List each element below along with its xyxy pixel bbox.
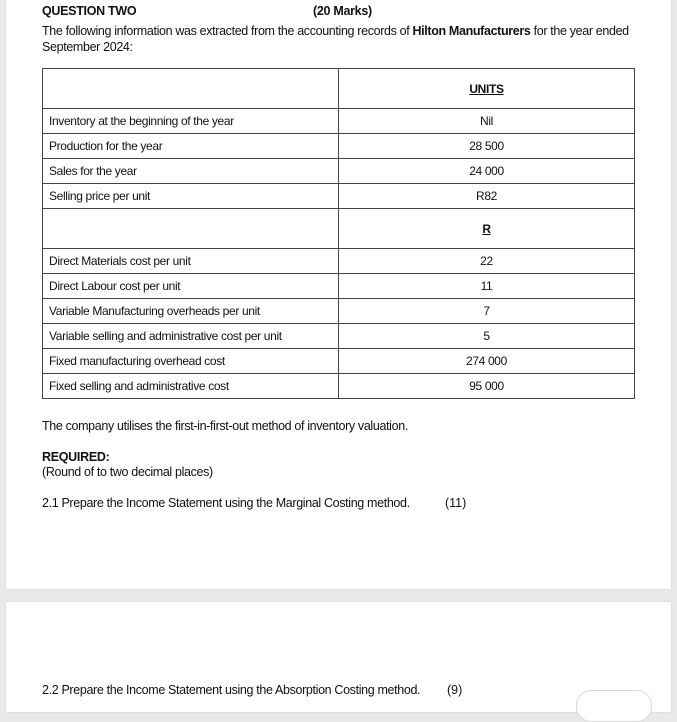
question-marks: (20 Marks) — [313, 4, 372, 18]
question-title: QUESTION TWO — [42, 4, 137, 18]
row-label: Fixed selling and administrative cost — [43, 374, 339, 399]
row-label: Fixed manufacturing overhead cost — [43, 349, 339, 374]
table-row — [43, 324, 635, 349]
row-label: Selling price per unit — [43, 184, 339, 209]
table-row — [43, 374, 635, 399]
company-name: Hilton Manufacturers — [412, 24, 531, 38]
table-row — [43, 109, 635, 134]
document-page-1 — [6, 0, 671, 589]
units-header-row — [43, 69, 635, 109]
table-row — [43, 299, 635, 324]
row-label: Inventory at the beginning of the year — [43, 109, 339, 134]
rand-header-row — [43, 209, 635, 249]
intro-text-after: for the year ended September 2024: — [42, 24, 629, 54]
table-row — [43, 134, 635, 159]
document-page-2 — [6, 602, 671, 712]
empty-header-cell — [43, 69, 339, 109]
intro-paragraph — [42, 23, 642, 55]
row-value: Nil — [339, 109, 635, 134]
question-2-1-marks: (11) — [445, 496, 467, 510]
row-value: 11 — [339, 274, 635, 299]
required-heading: REQUIRED: — [42, 450, 110, 464]
row-value: 28 500 — [339, 134, 635, 159]
table-row — [43, 184, 635, 209]
inventory-method-note: The company utilises the first-in-first-out method of inventory valuation. — [42, 419, 408, 433]
row-label: Direct Materials cost per unit — [43, 249, 339, 274]
row-value: 5 — [339, 324, 635, 349]
row-label: Variable selling and administrative cost per unit — [43, 324, 339, 349]
table-row — [43, 274, 635, 299]
row-value: 22 — [339, 249, 635, 274]
row-value: 274 000 — [339, 349, 635, 374]
units-heading: UNITS — [339, 69, 635, 109]
table-row — [43, 249, 635, 274]
table-row — [43, 349, 635, 374]
question-2-1: 2.1 Prepare the Income Statement using the Marginal Costing method. — [42, 496, 410, 510]
question-2-2-marks: (9) — [447, 683, 463, 697]
row-label: Sales for the year — [43, 159, 339, 184]
rand-heading: R — [339, 209, 635, 249]
cost-data-table — [42, 68, 635, 399]
row-value: 7 — [339, 299, 635, 324]
intro-text-before: The following information was extracted from the accounting records of — [42, 24, 413, 38]
row-value: 95 000 — [339, 374, 635, 399]
rounding-instruction: (Round of to two decimal places) — [42, 465, 213, 479]
row-label: Production for the year — [43, 134, 339, 159]
table-row — [43, 159, 635, 184]
row-value: 24 000 — [339, 159, 635, 184]
row-label: Direct Labour cost per unit — [43, 274, 339, 299]
empty-header-cell — [43, 209, 339, 249]
question-2-2: 2.2 Prepare the Income Statement using the Absorption Costing method. — [42, 683, 421, 697]
floating-action-button[interactable] — [576, 690, 652, 722]
row-value: R82 — [339, 184, 635, 209]
row-label: Variable Manufacturing overheads per unit — [43, 299, 339, 324]
